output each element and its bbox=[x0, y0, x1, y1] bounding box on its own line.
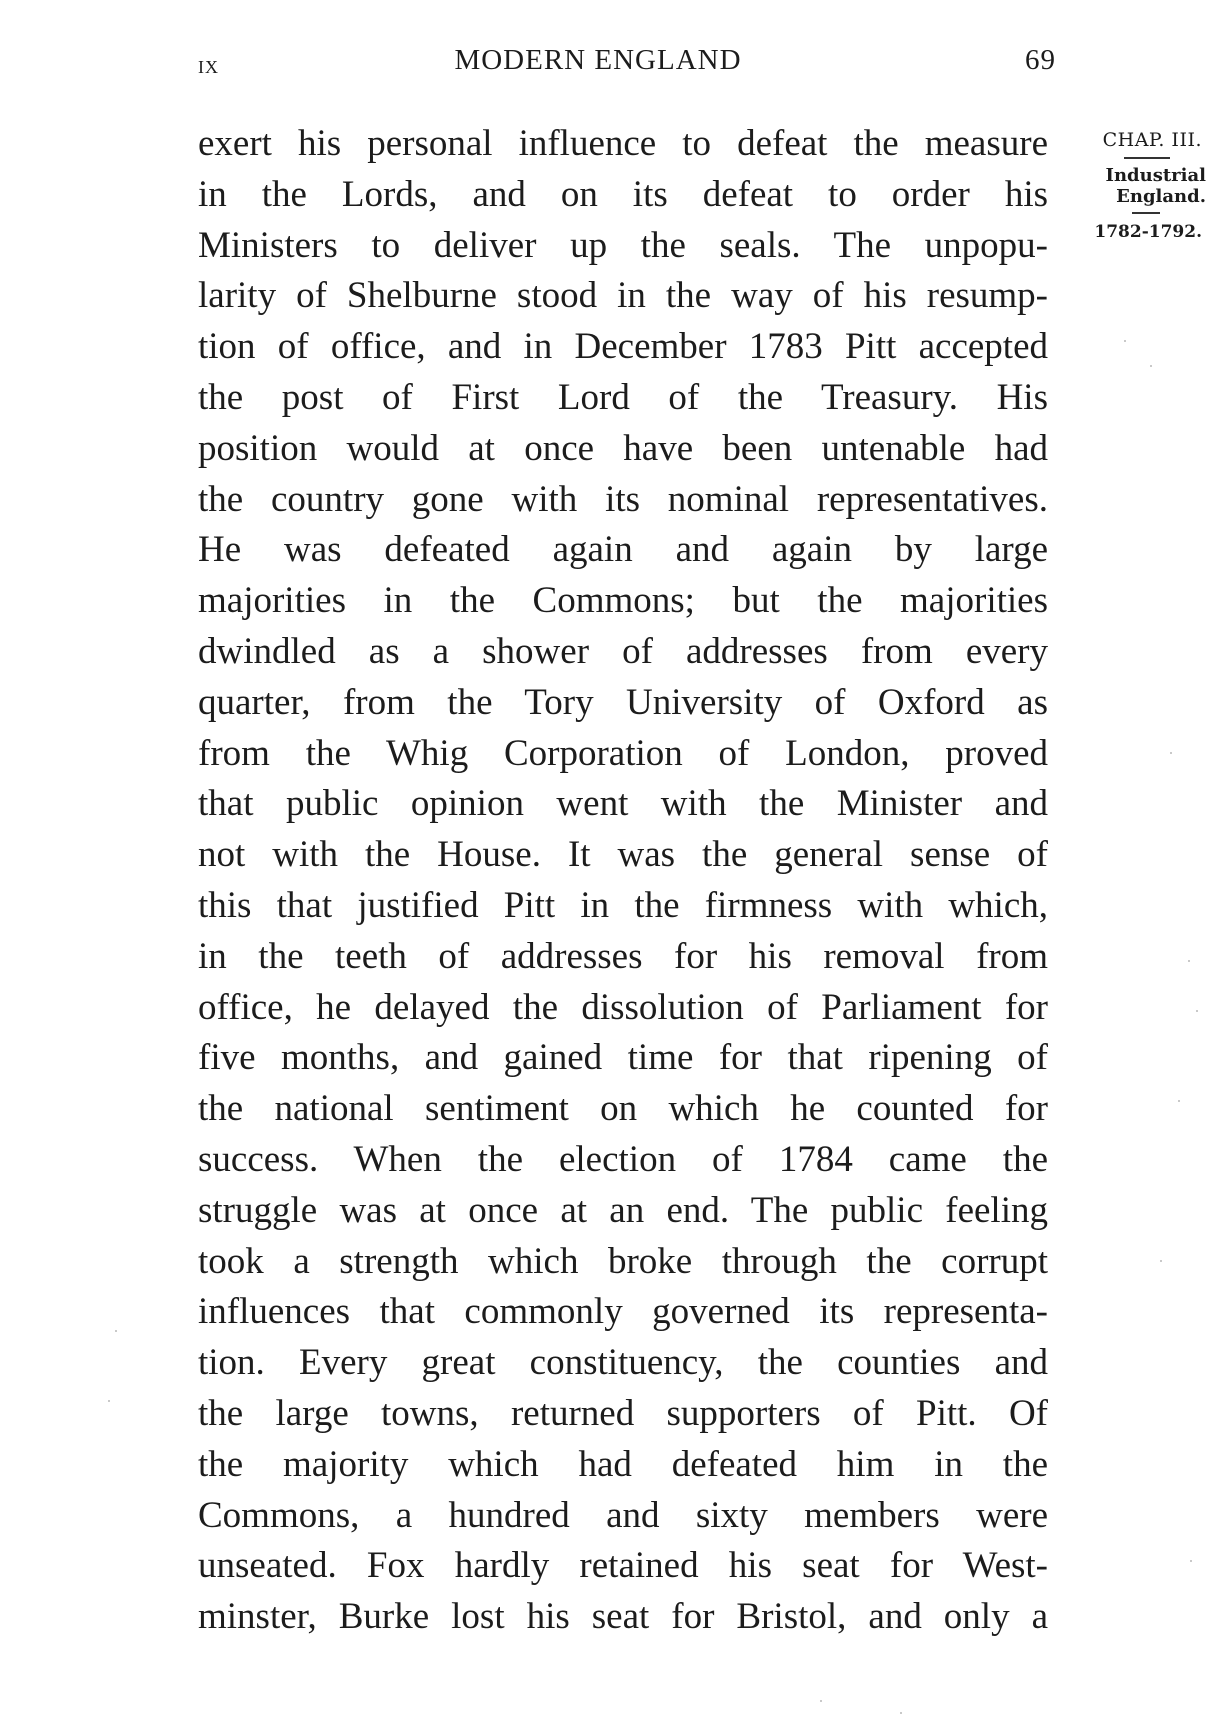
page-number: 69 bbox=[1025, 44, 1056, 76]
text-line: the majority which had defeated him in the bbox=[198, 1443, 1048, 1485]
text-line: the national sentiment on which he counted for bbox=[198, 1088, 1048, 1130]
running-title: MODERN ENGLAND bbox=[454, 44, 742, 76]
paper-speck bbox=[1150, 365, 1152, 367]
text-line: the large towns, returned supporters of Pitt. Of bbox=[198, 1392, 1048, 1434]
text-line: tion of office, and in December 1783 Pitt accepted bbox=[198, 326, 1048, 368]
text-line: influences that commonly governed its representa- bbox=[198, 1291, 1048, 1333]
text-line: unseated. Fox hardly retained his seat for West- bbox=[198, 1545, 1048, 1587]
paper-speck bbox=[108, 1400, 110, 1402]
text-line: the country gone with its nominal representatives. bbox=[198, 478, 1048, 520]
paper-speck bbox=[1124, 340, 1126, 342]
margin-dates: 1782-1792. bbox=[1094, 222, 1202, 242]
text-line: from the Whig Corporation of London, proved bbox=[198, 732, 1048, 774]
text-line: in the Lords, and on its defeat to order his bbox=[198, 173, 1048, 215]
text-line: majorities in the Commons; but the majorities bbox=[198, 580, 1048, 622]
paper-speck bbox=[1160, 1260, 1162, 1262]
chapter-numeral: ix bbox=[198, 50, 219, 79]
text-line: minster, Burke lost his seat for Bristol, and only a bbox=[198, 1596, 1048, 1638]
text-line: not with the House. It was the general sense of bbox=[198, 834, 1048, 876]
text-line: in the teeth of addresses for his removal from bbox=[198, 935, 1048, 977]
paper-speck bbox=[820, 1700, 822, 1702]
text-line: quarter, from the Tory University of Oxford as bbox=[198, 681, 1048, 723]
running-head bbox=[198, 44, 1056, 84]
paper-speck bbox=[1190, 1560, 1192, 1562]
text-line: Commons, a hundred and sixty members were bbox=[198, 1494, 1048, 1536]
text-line: took a strength which broke through the corrupt bbox=[198, 1240, 1048, 1282]
text-line: five months, and gained time for that ripening of bbox=[198, 1037, 1048, 1079]
paper-speck bbox=[1196, 1010, 1198, 1012]
body-text bbox=[198, 119, 1048, 1643]
margin-rule-short bbox=[1132, 212, 1160, 214]
text-line: Ministers to deliver up the seals. The unpopu- bbox=[198, 224, 1048, 266]
text-line: tion. Every great constituency, the counties and bbox=[198, 1342, 1048, 1384]
margin-rule bbox=[1124, 157, 1170, 159]
text-line: larity of Shelburne stood in the way of his resump- bbox=[198, 275, 1048, 317]
paper-speck bbox=[1170, 752, 1172, 754]
text-line: struggle was at once at an end. The public feeling bbox=[198, 1189, 1048, 1231]
text-line: office, he delayed the dissolution of Parliament for bbox=[198, 986, 1048, 1028]
paper-speck bbox=[1178, 1100, 1180, 1102]
paper-speck bbox=[900, 1712, 902, 1714]
margin-chapter: CHAP. III. bbox=[1102, 129, 1202, 151]
text-line: dwindled as a shower of addresses from every bbox=[198, 630, 1048, 672]
text-line: success. When the election of 1784 came the bbox=[198, 1138, 1048, 1180]
text-line: this that justified Pitt in the firmness with which, bbox=[198, 884, 1048, 926]
text-line: exert his personal influence to defeat the measure bbox=[198, 123, 1048, 164]
text-line: that public opinion went with the Minister and bbox=[198, 783, 1048, 825]
margin-subject-line1: Industrial bbox=[1105, 165, 1206, 186]
paper-speck bbox=[1188, 960, 1190, 962]
text-line: He was defeated again and again by large bbox=[198, 529, 1048, 571]
text-line: position would at once have been untenable had bbox=[198, 427, 1048, 469]
text-line: the post of First Lord of the Treasury. His bbox=[198, 376, 1048, 418]
paper-speck bbox=[115, 1330, 117, 1332]
margin-subject-line2: England. bbox=[1116, 186, 1206, 207]
margin-note bbox=[1066, 129, 1206, 242]
